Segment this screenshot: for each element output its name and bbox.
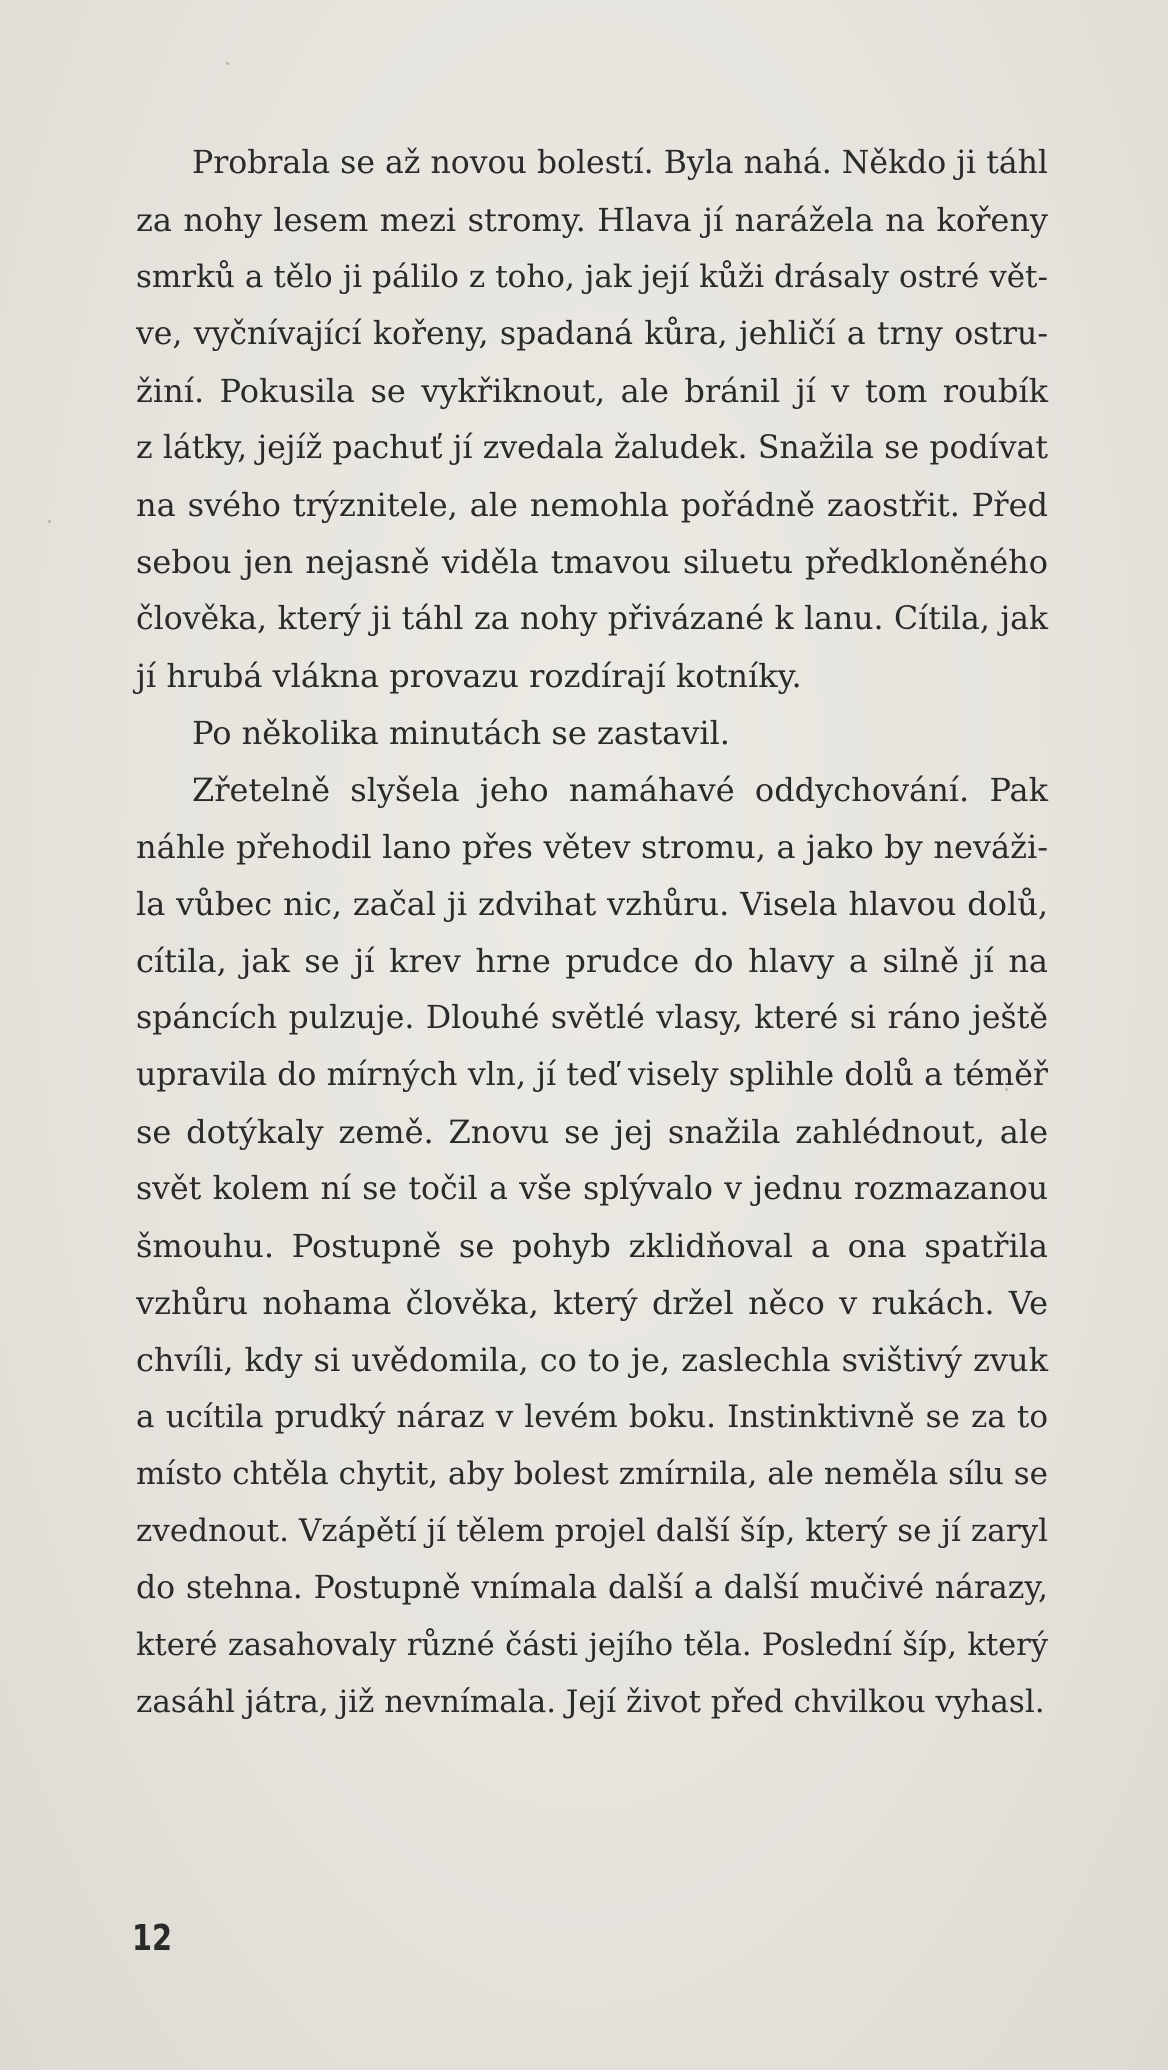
text-line: na svého trýznitele, ale nemohla pořádně zaostřit. Před <box>136 486 1048 524</box>
text-line: Po několika minutách se zastavil. <box>192 714 730 752</box>
paragraph <box>136 762 1048 1731</box>
text-line: smrků a tělo ji pálilo z toho, jak její kůži drásaly ostré vět- <box>136 259 1048 295</box>
text-line: do stehna. Postupně vnímala další a další mučivé nárazy, <box>136 1570 1048 1606</box>
body-text <box>136 135 1048 1731</box>
text-line: se dotýkaly země. Znovu se jej snažila zahlédnout, ale <box>136 1113 1048 1151</box>
text-line: Probrala se až novou bolestí. Byla nahá. Někdo ji táhl <box>192 145 1048 181</box>
text-line: z látky, jejíž pachuť jí zvedala žaludek. Snažila se podívat <box>136 430 1048 466</box>
text-line: zvednout. Vzápětí jí tělem projel další šíp, který se jí zaryl <box>136 1513 1048 1549</box>
text-line: místo chtěla chytit, aby bolest zmírnila, ale neměla sílu se <box>136 1456 1048 1492</box>
text-line: žiní. Pokusila se vykřiknout, ale bránil jí v tom roubík <box>136 372 1048 410</box>
paper-speck <box>48 520 51 523</box>
text-line: šmouhu. Postupně se pohyb zklidňoval a ona spatřila <box>136 1227 1048 1265</box>
text-line: jí hrubá vlákna provazu rozdírají kotníky. <box>136 657 802 695</box>
text-line: spáncích pulzuje. Dlouhé světlé vlasy, které si ráno ještě <box>136 1000 1048 1036</box>
text-line: Zřetelně slyšela jeho namáhavé oddychování. Pak <box>192 771 1048 809</box>
page-number: 12 <box>132 1918 173 1959</box>
text-line: vzhůru nohama člověka, který držel něco v rukách. Ve <box>136 1284 1048 1322</box>
text-line: ve, vyčnívající kořeny, spadaná kůra, jehličí a trny ostru- <box>136 316 1048 352</box>
text-line: které zasahovaly různé části jejího těla. Poslední šíp, který <box>136 1628 1048 1663</box>
text-line: člověka, který ji táhl za nohy přivázané k lanu. Cítila, jak <box>136 601 1048 637</box>
text-line: cítila, jak se jí krev hrne prudce do hlavy a silně jí na <box>136 942 1048 980</box>
text-line: la vůbec nic, začal ji zdvihat vzhůru. Visela hlavou dolů, <box>136 885 1048 923</box>
text-line: chvíli, kdy si uvědomila, co to je, zaslechla svištivý zvuk <box>136 1341 1048 1379</box>
paper-speck <box>226 62 229 65</box>
paragraph <box>136 135 1048 705</box>
text-line: svět kolem ní se točil a vše splývalo v jednu rozmazanou <box>136 1171 1048 1207</box>
paragraph <box>136 705 1048 762</box>
text-line: sebou jen nejasně viděla tmavou siluetu předkloněného <box>136 543 1048 581</box>
text-line: náhle přehodil lano přes větev stromu, a jako by neváži- <box>136 828 1048 866</box>
text-line: zasáhl játra, již nevnímala. Její život před chvilkou vyhasl. <box>136 1684 1045 1720</box>
text-line: za nohy lesem mezi stromy. Hlava jí narážela na kořeny <box>136 201 1048 239</box>
text-line: a ucítila prudký náraz v levém boku. Instinktivně se za to <box>136 1399 1048 1435</box>
text-line: upravila do mírných vln, jí teď visely splihle dolů a téměř <box>136 1057 1048 1093</box>
